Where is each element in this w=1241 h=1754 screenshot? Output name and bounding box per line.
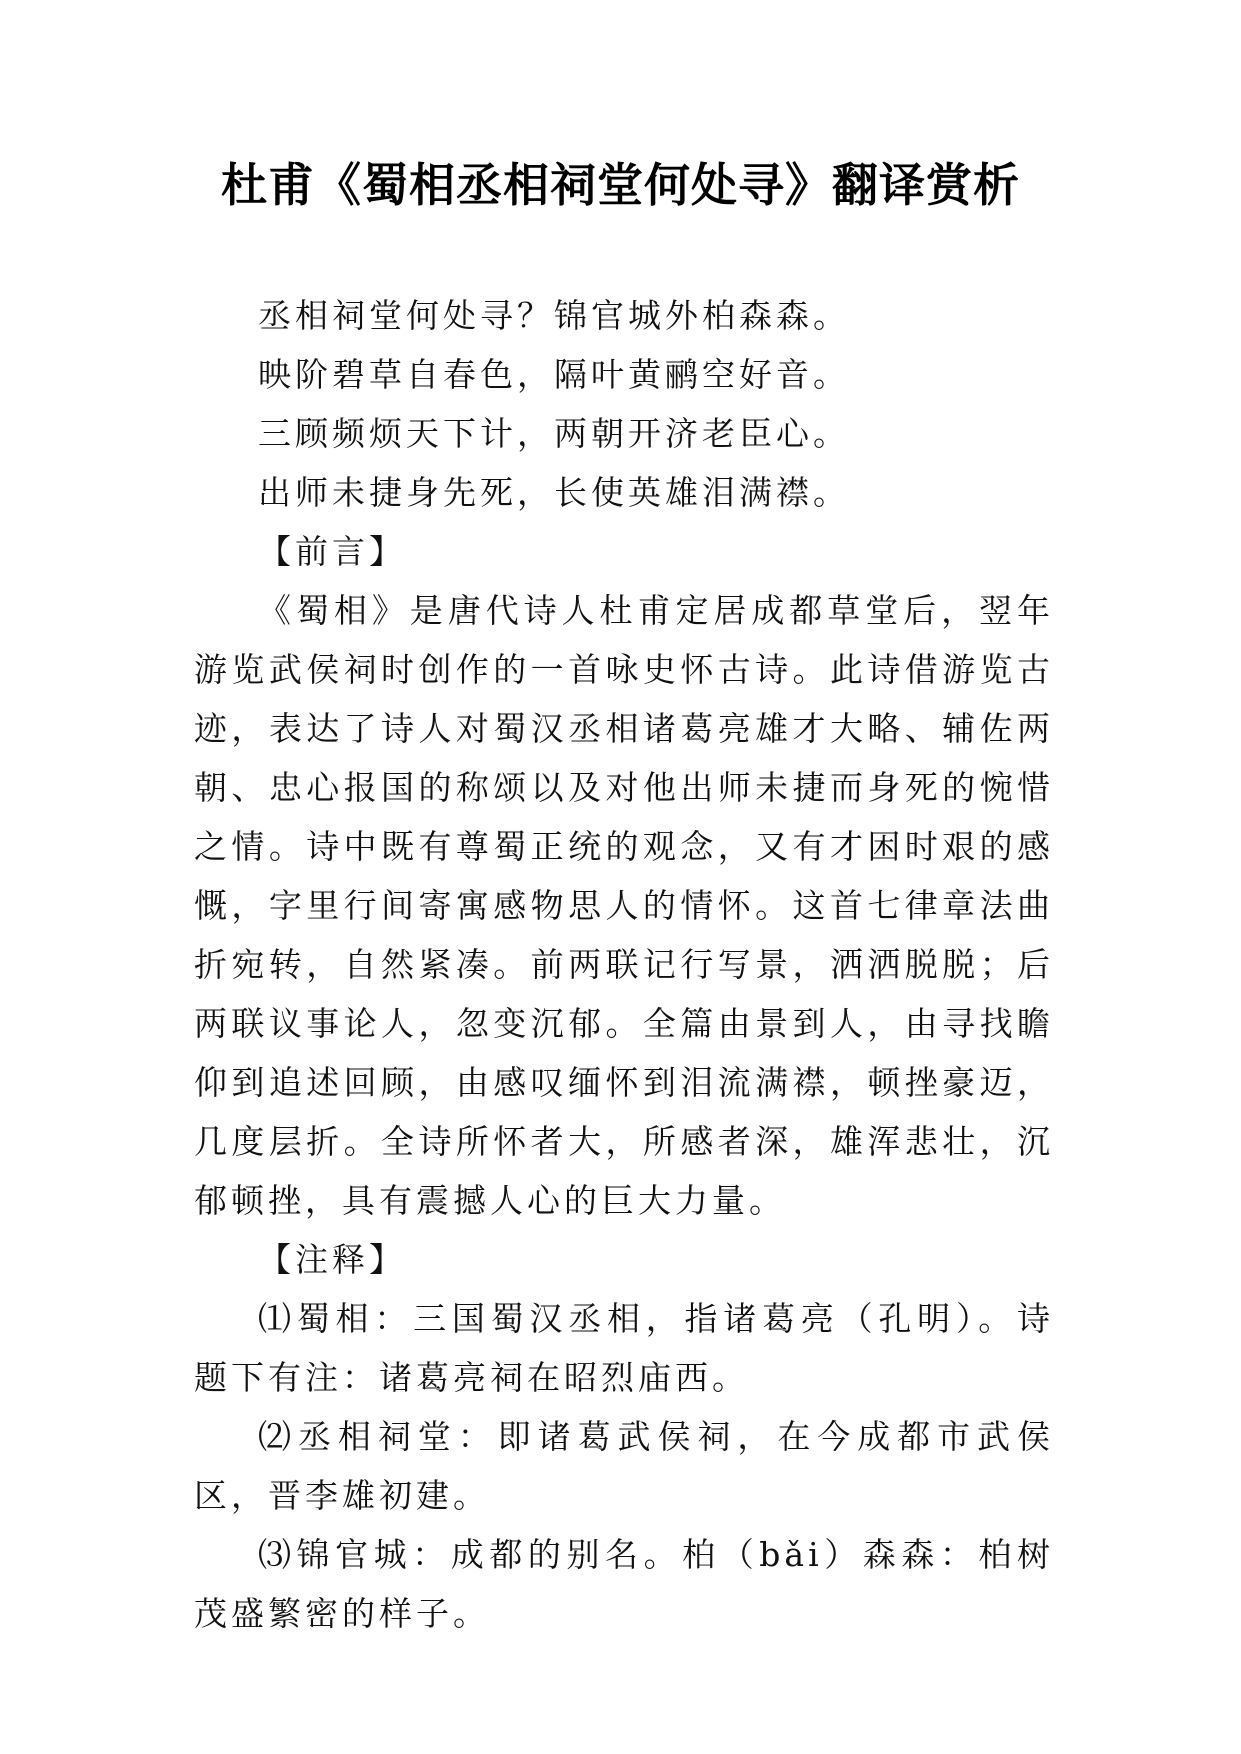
document-body (194, 286, 1054, 1643)
preface-paragraph: 《蜀相》是唐代诗人杜甫定居成都草堂后，翌年游览武侯祠时创作的一首咏史怀古诗。此诗借游览古迹，表达了诗人对蜀汉丞相诸葛亮雄才大略、辅佐两朝、忠心报国的称颂以及对他出师未捷而身死的惋惜之情。诗中既有尊蜀正统的观念，又有才困时艰的感慨，字里行间寄寓感物思人的情怀。这首七律章法曲折宛转，自然紧凑。前两联记行写景，洒洒脱脱；后两联议事论人，忽变沉郁。全篇由景到人，由寻找瞻仰到追述回顾，由感叹缅怀到泪流满襟，顿挫豪迈，几度层折。全诗所怀者大，所感者深，雄浑悲壮，沉郁顿挫，具有震撼人心的巨大力量。 (194, 591, 1054, 1220)
notes-heading: 【注释】 (258, 1240, 406, 1279)
preface-heading: 【前言】 (258, 532, 406, 571)
note-2: ⑵丞相祠堂：即诸葛武侯祠，在今成都市武侯区，晋李雄初建。 (194, 1417, 1054, 1515)
poem-line-2: 映阶碧草自春色，隔叶黄鹂空好音。 (258, 355, 850, 394)
poem-line-4: 出师未捷身先死，长使英雄泪满襟。 (258, 473, 850, 512)
poem-line-3: 三顾频烦天下计，两朝开济老臣心。 (258, 414, 850, 453)
poem-line-1: 丞相祠堂何处寻？锦官城外柏森森。 (258, 296, 850, 335)
document-title: 杜甫《蜀相丞相祠堂何处寻》翻译赏析 (221, 158, 1020, 212)
note-3: ⑶锦官城：成都的别名。柏（bǎi）森森：柏树茂盛繁密的样子。 (194, 1535, 1054, 1633)
note-1: ⑴蜀相：三国蜀汉丞相，指诸葛亮（孔明）。诗题下有注：诸葛亮祠在昭烈庙西。 (194, 1299, 1054, 1397)
